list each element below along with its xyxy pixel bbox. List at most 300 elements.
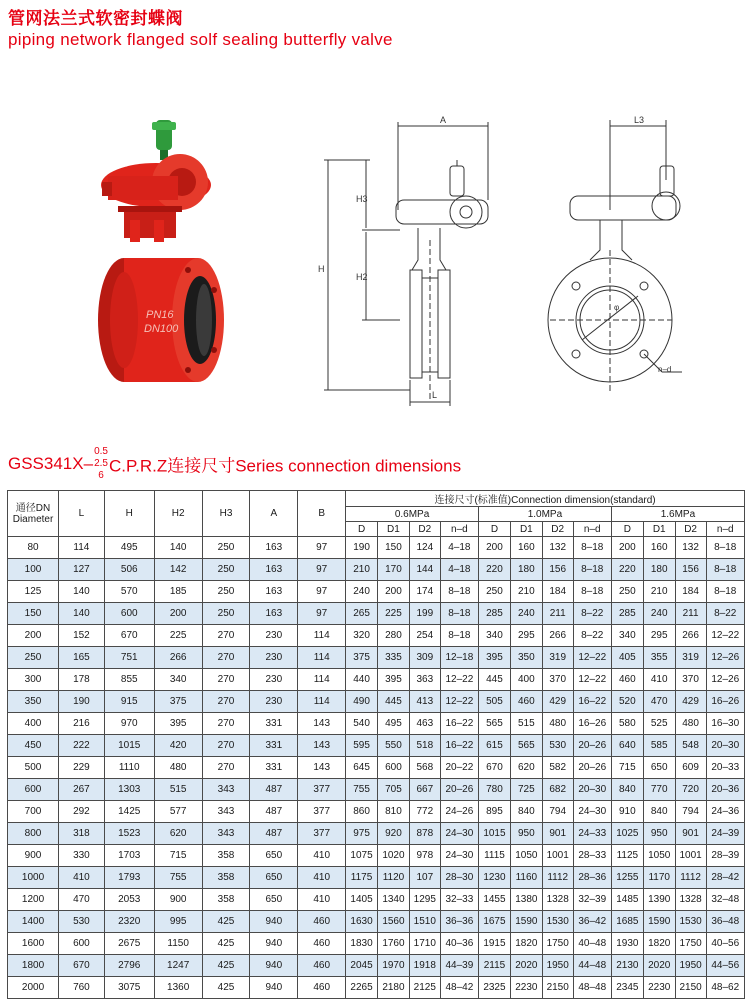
table-cell: 895 xyxy=(479,801,511,823)
table-cell: 970 xyxy=(104,713,154,735)
table-cell: 772 xyxy=(409,801,440,823)
table-cell: 525 xyxy=(643,713,675,735)
table-cell: 200 xyxy=(611,537,643,559)
table-cell: 1918 xyxy=(409,955,440,977)
table-cell: 1915 xyxy=(479,933,511,955)
table-cell: 650 xyxy=(250,867,298,889)
table-cell: 920 xyxy=(378,823,410,845)
table-cell: 1425 xyxy=(104,801,154,823)
table-cell: 2230 xyxy=(510,977,542,999)
pressure-top: 0.5 xyxy=(94,446,108,457)
table-row xyxy=(8,845,745,867)
table-cell: 506 xyxy=(104,559,154,581)
table-cell: 800 xyxy=(8,823,59,845)
table-cell: 24–30 xyxy=(440,823,478,845)
table-cell: 20–26 xyxy=(573,757,611,779)
table-cell: 650 xyxy=(250,889,298,911)
table-cell: 28–30 xyxy=(440,867,478,889)
table-cell: 125 xyxy=(8,581,59,603)
table-cell: 487 xyxy=(250,823,298,845)
table-cell: 20–36 xyxy=(706,779,745,801)
table-row xyxy=(8,735,745,757)
table-cell: 620 xyxy=(510,757,542,779)
table-cell: 1400 xyxy=(8,911,59,933)
table-cell: 580 xyxy=(611,713,643,735)
table-row xyxy=(8,801,745,823)
table-cell: 794 xyxy=(675,801,706,823)
table-cell: 229 xyxy=(59,757,105,779)
table-cell: 20–26 xyxy=(440,779,478,801)
table-cell: 24–33 xyxy=(573,823,611,845)
table-cell: 425 xyxy=(202,955,250,977)
table-cell: 975 xyxy=(346,823,378,845)
table-cell: 755 xyxy=(346,779,378,801)
table-cell: 144 xyxy=(409,559,440,581)
table-cell: 150 xyxy=(378,537,410,559)
table-cell: 12–22 xyxy=(573,669,611,691)
header-B: B xyxy=(298,491,346,537)
table-row xyxy=(8,603,745,625)
green-handle-icon xyxy=(152,120,176,160)
table-cell: 225 xyxy=(154,625,202,647)
table-cell: 250 xyxy=(611,581,643,603)
table-cell: 2265 xyxy=(346,977,378,999)
table-cell: 132 xyxy=(675,537,706,559)
table-row xyxy=(8,669,745,691)
table-cell: 97 xyxy=(298,581,346,603)
table-cell: 1150 xyxy=(154,933,202,955)
table-cell: 12–22 xyxy=(440,669,478,691)
table-cell: 1380 xyxy=(510,889,542,911)
table-cell: 460 xyxy=(298,955,346,977)
table-cell: 445 xyxy=(378,691,410,713)
table-cell: 8–18 xyxy=(706,537,745,559)
table-cell: 210 xyxy=(346,559,378,581)
table-cell: 450 xyxy=(8,735,59,757)
pressure-stack xyxy=(94,446,108,482)
table-cell: 28–42 xyxy=(706,867,745,889)
table-cell: 490 xyxy=(346,691,378,713)
table-cell: 270 xyxy=(202,735,250,757)
table-cell: 2115 xyxy=(479,955,511,977)
table-cell: 266 xyxy=(542,625,573,647)
table-cell: 1303 xyxy=(104,779,154,801)
table-cell: 8–18 xyxy=(573,581,611,603)
table-cell: 163 xyxy=(250,559,298,581)
table-cell: 114 xyxy=(298,669,346,691)
page-title-cn: 管网法兰式软密封蝶阀 xyxy=(8,9,183,28)
table-cell: 97 xyxy=(298,603,346,625)
table-cell: 200 xyxy=(8,625,59,647)
header-pressure-0: 0.6MPa xyxy=(346,507,479,522)
table-cell: 36–36 xyxy=(440,911,478,933)
table-cell: 142 xyxy=(154,559,202,581)
header-dn xyxy=(8,491,59,537)
table-cell: 405 xyxy=(611,647,643,669)
header-sub: D xyxy=(611,522,643,537)
dim-label-H: H xyxy=(318,264,325,274)
table-cell: 682 xyxy=(542,779,573,801)
table-cell: 2320 xyxy=(104,911,154,933)
header-dn-cn: 通径DN xyxy=(15,502,51,514)
table-cell: 1050 xyxy=(510,845,542,867)
table-row xyxy=(8,889,745,911)
table-cell: 1247 xyxy=(154,955,202,977)
table-cell: 355 xyxy=(643,647,675,669)
table-cell: 1025 xyxy=(611,823,643,845)
table-cell: 319 xyxy=(542,647,573,669)
table-cell: 470 xyxy=(59,889,105,911)
table-row xyxy=(8,977,745,999)
table-cell: 1200 xyxy=(8,889,59,911)
table-cell: 377 xyxy=(298,779,346,801)
table-cell: 1405 xyxy=(346,889,378,911)
table-cell: 280 xyxy=(378,625,410,647)
table-cell: 12–26 xyxy=(706,647,745,669)
table-cell: 645 xyxy=(346,757,378,779)
table-cell: 600 xyxy=(59,933,105,955)
header-sub: D1 xyxy=(510,522,542,537)
table-cell: 445 xyxy=(479,669,511,691)
table-cell: 915 xyxy=(104,691,154,713)
table-cell: 515 xyxy=(510,713,542,735)
table-cell: 720 xyxy=(675,779,706,801)
table-cell: 1020 xyxy=(378,845,410,867)
table-cell: 530 xyxy=(542,735,573,757)
table-cell: 230 xyxy=(250,669,298,691)
table-cell: 600 xyxy=(378,757,410,779)
table-cell: 12–22 xyxy=(440,691,478,713)
table-cell: 460 xyxy=(510,691,542,713)
header-sub: D xyxy=(346,522,378,537)
table-cell: 266 xyxy=(154,647,202,669)
table-cell: 270 xyxy=(202,669,250,691)
table-cell: 331 xyxy=(250,713,298,735)
table-cell: 163 xyxy=(250,537,298,559)
table-cell: 577 xyxy=(154,801,202,823)
dim-label-phi: φ xyxy=(614,303,620,312)
table-cell: 1112 xyxy=(675,867,706,889)
table-cell: 2020 xyxy=(643,955,675,977)
table-cell: 1328 xyxy=(675,889,706,911)
header-sub: D2 xyxy=(675,522,706,537)
table-cell: 460 xyxy=(298,977,346,999)
table-cell: 335 xyxy=(378,647,410,669)
table-cell: 1750 xyxy=(542,933,573,955)
table-cell: 24–26 xyxy=(440,801,478,823)
table-cell: 487 xyxy=(250,801,298,823)
table-cell: 460 xyxy=(298,911,346,933)
table-cell: 1112 xyxy=(542,867,573,889)
table-cell: 184 xyxy=(542,581,573,603)
table-row xyxy=(8,691,745,713)
table-cell: 1590 xyxy=(510,911,542,933)
table-cell: 4–18 xyxy=(440,537,478,559)
table-cell: 570 xyxy=(104,581,154,603)
table-cell: 107 xyxy=(409,867,440,889)
table-cell: 32–33 xyxy=(440,889,478,911)
table-cell: 295 xyxy=(643,625,675,647)
table-row xyxy=(8,823,745,845)
table-cell: 180 xyxy=(510,559,542,581)
table-cell: 350 xyxy=(510,647,542,669)
table-cell: 32–39 xyxy=(573,889,611,911)
table-cell: 160 xyxy=(643,537,675,559)
table-cell: 20–30 xyxy=(573,779,611,801)
table-cell: 751 xyxy=(104,647,154,669)
table-cell: 8–22 xyxy=(573,603,611,625)
table-cell: 48–48 xyxy=(573,977,611,999)
table-cell: 124 xyxy=(409,537,440,559)
table-cell: 1340 xyxy=(378,889,410,911)
table-cell: 270 xyxy=(202,757,250,779)
table-cell: 343 xyxy=(202,779,250,801)
table-cell: 8–22 xyxy=(573,625,611,647)
table-cell: 794 xyxy=(542,801,573,823)
table-cell: 270 xyxy=(202,647,250,669)
table-cell: 1050 xyxy=(643,845,675,867)
dim-label-H3: H3 xyxy=(356,194,368,204)
table-cell: 330 xyxy=(59,845,105,867)
table-cell: 114 xyxy=(298,625,346,647)
valve-body-icon xyxy=(98,258,224,382)
table-cell: 375 xyxy=(346,647,378,669)
table-cell: 585 xyxy=(643,735,675,757)
table-cell: 667 xyxy=(409,779,440,801)
table-cell: 12–26 xyxy=(706,669,745,691)
series-model: GSS341X– xyxy=(8,454,94,473)
table-cell: 295 xyxy=(510,625,542,647)
table-cell: 530 xyxy=(59,911,105,933)
table-cell: 1230 xyxy=(479,867,511,889)
table-row xyxy=(8,911,745,933)
table-cell: 143 xyxy=(298,735,346,757)
table-cell: 300 xyxy=(8,669,59,691)
table-cell: 1523 xyxy=(104,823,154,845)
table-cell: 425 xyxy=(202,977,250,999)
table-cell: 2045 xyxy=(346,955,378,977)
table-cell: 1560 xyxy=(378,911,410,933)
table-cell: 715 xyxy=(611,757,643,779)
table-cell: 480 xyxy=(542,713,573,735)
table-cell: 1485 xyxy=(611,889,643,911)
table-cell: 840 xyxy=(510,801,542,823)
gearbox-icon xyxy=(101,154,211,210)
table-cell: 1328 xyxy=(542,889,573,911)
table-cell: 670 xyxy=(479,757,511,779)
table-cell: 230 xyxy=(250,691,298,713)
table-cell: 410 xyxy=(298,845,346,867)
table-cell: 487 xyxy=(250,779,298,801)
table-cell: 377 xyxy=(298,823,346,845)
table-cell: 143 xyxy=(298,713,346,735)
table-cell: 270 xyxy=(202,713,250,735)
pressure-mid: 2.5 xyxy=(94,458,108,469)
table-cell: 1675 xyxy=(479,911,511,933)
table-cell: 1255 xyxy=(611,867,643,889)
table-cell: 132 xyxy=(542,537,573,559)
table-cell: 810 xyxy=(378,801,410,823)
table-cell: 210 xyxy=(643,581,675,603)
table-cell: 40–36 xyxy=(440,933,478,955)
table-cell: 2150 xyxy=(675,977,706,999)
table-cell: 900 xyxy=(154,889,202,911)
table-cell: 582 xyxy=(542,757,573,779)
table-cell: 1075 xyxy=(346,845,378,867)
connection-dimensions-table xyxy=(7,490,745,999)
table-cell: 100 xyxy=(8,559,59,581)
header-A: A xyxy=(250,491,298,537)
table-cell: 375 xyxy=(154,691,202,713)
table-cell: 2053 xyxy=(104,889,154,911)
table-cell: 2180 xyxy=(378,977,410,999)
header-connection: 连接尺寸(标准值)Connection dimension(standard) xyxy=(346,491,745,507)
table-cell: 156 xyxy=(542,559,573,581)
table-cell: 650 xyxy=(643,757,675,779)
table-cell: 178 xyxy=(59,669,105,691)
table-cell: 48–62 xyxy=(706,977,745,999)
table-cell: 1510 xyxy=(409,911,440,933)
table-cell: 44–56 xyxy=(706,955,745,977)
table-cell: 199 xyxy=(409,603,440,625)
header-pressure-2: 1.6MPa xyxy=(611,507,744,522)
table-cell: 429 xyxy=(675,691,706,713)
table-cell: 143 xyxy=(298,757,346,779)
table-cell: 600 xyxy=(104,603,154,625)
series-rest: C.P.R.Z连接尺寸Series connection dimensions xyxy=(108,456,462,476)
table-cell: 265 xyxy=(346,603,378,625)
table-cell: 2125 xyxy=(409,977,440,999)
table-cell: 940 xyxy=(250,933,298,955)
table-cell: 370 xyxy=(675,669,706,691)
table-cell: 725 xyxy=(510,779,542,801)
table-cell: 515 xyxy=(154,779,202,801)
valve-photo xyxy=(88,110,288,410)
table-cell: 901 xyxy=(675,823,706,845)
table-cell: 16–26 xyxy=(706,691,745,713)
table-cell: 995 xyxy=(154,911,202,933)
table-cell: 700 xyxy=(8,801,59,823)
table-cell: 190 xyxy=(346,537,378,559)
header-sub: n–d xyxy=(440,522,478,537)
table-cell: 250 xyxy=(479,581,511,603)
table-cell: 28–39 xyxy=(706,845,745,867)
table-cell: 480 xyxy=(154,757,202,779)
table-cell: 163 xyxy=(250,581,298,603)
table-cell: 340 xyxy=(479,625,511,647)
table-cell: 211 xyxy=(675,603,706,625)
table-cell: 114 xyxy=(298,691,346,713)
table-cell: 240 xyxy=(510,603,542,625)
table-cell: 16–22 xyxy=(440,713,478,735)
table-cell: 163 xyxy=(250,603,298,625)
header-dn-en: Diameter xyxy=(12,513,54,525)
table-cell: 1800 xyxy=(8,955,59,977)
table-cell: 395 xyxy=(378,669,410,691)
table-cell: 377 xyxy=(298,801,346,823)
dim-label-H2: H2 xyxy=(356,272,368,282)
table-cell: 1295 xyxy=(409,889,440,911)
table-row xyxy=(8,581,745,603)
table-cell: 1001 xyxy=(675,845,706,867)
table-cell: 413 xyxy=(409,691,440,713)
dim-label-A: A xyxy=(440,115,447,125)
table-cell: 940 xyxy=(250,911,298,933)
table-cell: 1590 xyxy=(643,911,675,933)
table-cell: 609 xyxy=(675,757,706,779)
pressure-bot: 6 xyxy=(98,470,104,481)
table-cell: 640 xyxy=(611,735,643,757)
table-cell: 440 xyxy=(346,669,378,691)
stem-icon xyxy=(118,206,182,242)
table-cell: 225 xyxy=(378,603,410,625)
table-cell: 1750 xyxy=(675,933,706,955)
header-L: L xyxy=(59,491,105,537)
table-cell: 1360 xyxy=(154,977,202,999)
table-cell: 370 xyxy=(542,669,573,691)
table-row xyxy=(8,867,745,889)
table-cell: 190 xyxy=(59,691,105,713)
table-cell: 940 xyxy=(250,977,298,999)
table-cell: 2130 xyxy=(611,955,643,977)
table-cell: 12–18 xyxy=(440,647,478,669)
header-sub: n–d xyxy=(573,522,611,537)
dim-label-L3: L3 xyxy=(634,115,645,125)
table-cell: 1793 xyxy=(104,867,154,889)
table-cell: 24–39 xyxy=(706,823,745,845)
table-cell: 127 xyxy=(59,559,105,581)
table-cell: 200 xyxy=(378,581,410,603)
table-cell: 1530 xyxy=(675,911,706,933)
table-cell: 8–18 xyxy=(440,625,478,647)
table-cell: 2345 xyxy=(611,977,643,999)
table-cell: 44–39 xyxy=(440,955,478,977)
table-cell: 363 xyxy=(409,669,440,691)
table-cell: 1820 xyxy=(510,933,542,955)
header-sub: D2 xyxy=(409,522,440,537)
table-cell: 184 xyxy=(675,581,706,603)
table-cell: 400 xyxy=(510,669,542,691)
table-cell: 1390 xyxy=(643,889,675,911)
header-sub: D1 xyxy=(643,522,675,537)
table-cell: 8–18 xyxy=(573,537,611,559)
table-cell: 429 xyxy=(542,691,573,713)
table-cell: 425 xyxy=(202,911,250,933)
table-cell: 400 xyxy=(8,713,59,735)
table-cell: 395 xyxy=(154,713,202,735)
table-cell: 1600 xyxy=(8,933,59,955)
dim-label-nd: n–d xyxy=(658,365,672,374)
table-cell: 28–33 xyxy=(573,845,611,867)
table-cell: 240 xyxy=(643,603,675,625)
table-cell: 48–42 xyxy=(440,977,478,999)
table-cell: 2325 xyxy=(479,977,511,999)
table-cell: 230 xyxy=(250,625,298,647)
table-cell: 32–48 xyxy=(706,889,745,911)
table-cell: 16–22 xyxy=(440,735,478,757)
table-cell: 358 xyxy=(202,845,250,867)
table-cell: 250 xyxy=(202,603,250,625)
table-cell: 24–36 xyxy=(706,801,745,823)
table-cell: 20–33 xyxy=(706,757,745,779)
table-cell: 230 xyxy=(250,647,298,669)
table-cell: 200 xyxy=(154,603,202,625)
table-cell: 520 xyxy=(611,691,643,713)
table-cell: 910 xyxy=(611,801,643,823)
table-cell: 1000 xyxy=(8,867,59,889)
table-cell: 220 xyxy=(479,559,511,581)
table-row xyxy=(8,757,745,779)
